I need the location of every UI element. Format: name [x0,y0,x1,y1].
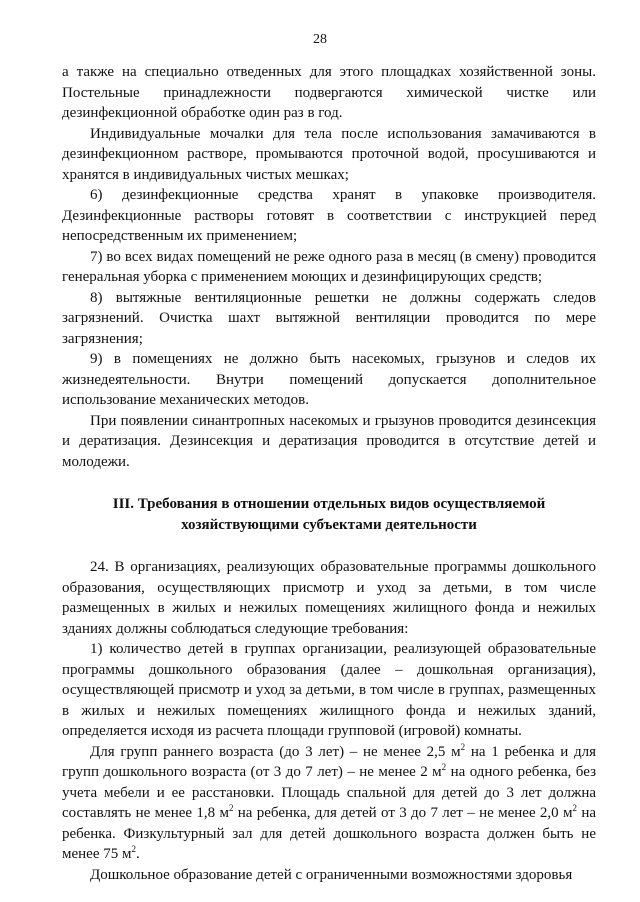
paragraph-item-9: 9) в помещениях не должно быть насекомых, грызунов и следов их жизнедеятельности. Внутри помещений допускается дополнительное использование механических методов. [62,351,596,408]
superscript-2: 2 [441,762,447,772]
paragraph-area-norms [62,742,596,865]
area-text-2: на 1 ребенка и для групп дошкольного возраста (от 3 до 7 лет) – не менее 2 м [62,743,596,780]
area-text-5: на ребенка. Физкультурный зал для детей дошкольного возраста должен быть не менее 75 м [62,805,597,862]
section-heading-line-2: хозяйствующими субъектами деятельности [181,516,477,533]
paragraph-item-1: 1) количество детей в группах организации, реализующей образовательные программы дошкольного образования (далее – дошкольная организация), осуществляющей присмотр и уход за детьми, в том числе в группах, размещенных в жилых и нежилых помещениях жилищного фонда и нежилых зданий, определяется исходя из расчета площади групповой (игровой) комнаты. [62,641,596,739]
area-text-6: . [136,846,140,862]
superscript-2: 2 [460,741,466,752]
paragraph-24: 24. В организациях, реализующих образовательные программы дошкольного образования, осуществляющих присмотр и уход за детьми, в том числе размещенных в жилых и нежилых помещениях жилищного фонда и нежилых зданиях должны соблюдаться следующие требования: [62,559,596,637]
paragraph-item-7: 7) во всех видах помещений не реже одного раза в месяц (в смену) проводится генеральная уборка с применением моющих и дезинфицирующих средств; [62,248,596,285]
superscript-2: 2 [131,844,136,854]
paragraph-washcloths: Индивидуальные мочалки для тела после использования замачиваются в дезинфекционном растворе, промываются проточной водой, просушиваются и хранятся в индивидуальных чистых мешках; [62,125,596,183]
area-text-3: на одного ребенка, без учета мебели и ее расстановки. Площадь спальной для детей до 3 лет должна составлять не менее 1,8 м [62,764,596,821]
section-heading [62,494,596,535]
paragraph-item-6: 6) дезинфекционные средства хранят в упаковке производителя. Дезинфекционные растворы готовят в соответствии с инструкцией перед непосредственным их применением; [62,187,596,244]
superscript-2: 2 [572,803,577,813]
paragraph-item-8: 8) вытяжные вентиляционные решетки не должны содержать следов загрязнений. Очистка шахт вытяжной вентиляции проводится по мере загрязнения; [62,289,596,347]
page-number: 28 [313,32,327,47]
paragraph-pest-control: При появлении синантропных насекомых и грызунов проводится дезинсекция и дератизация. Дезинсекция и дератизация проводится в отсутствие детей и молодежи. [62,412,596,470]
section-heading-line-1: III. Требования в отношении отдельных видов осуществляемой [112,496,546,512]
area-text-1: Для групп раннего возраста (до 3 лет) – не менее 2,5 м [90,743,461,760]
paragraph-continuation: а также на специально отведенных для этого площадках хозяйственной зоны. Постельные принадлежности подвергаются химической чистке или дезинфекционной обработке один раз в год. [62,64,596,121]
area-text-4: на ребенка, для детей от 3 до 7 лет – не менее 2,0 м [233,805,573,821]
paragraph-disabled-children: Дошкольное образование детей с ограниченными возможностями здоровья [90,866,573,883]
document-body [62,62,596,885]
superscript-2: 2 [228,803,234,813]
